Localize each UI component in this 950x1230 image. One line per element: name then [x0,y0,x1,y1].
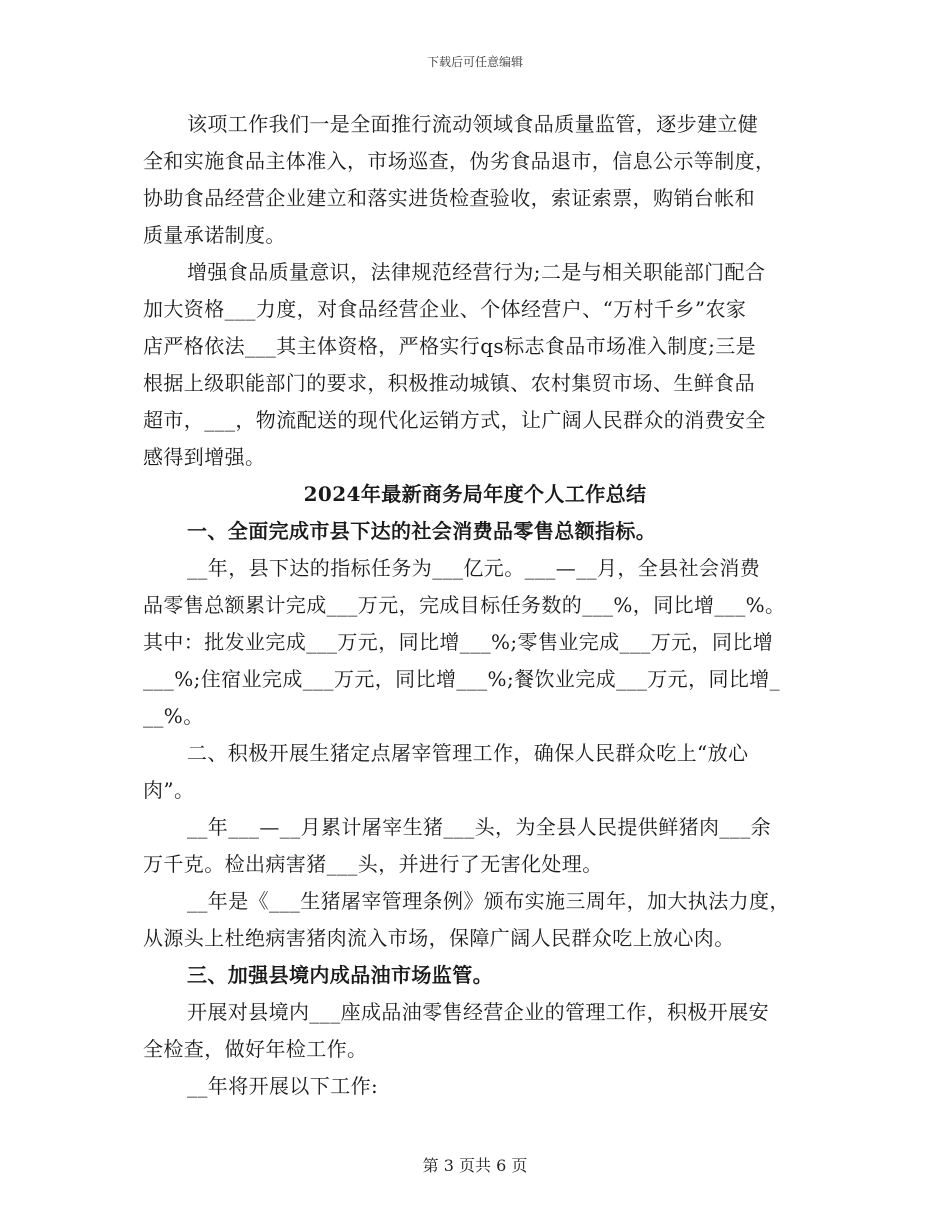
text-line: 感得到增强。 [143,445,266,469]
text-line: 开展对县境内___座成品油零售经营企业的管理工作，积极开展安 [187,1000,769,1024]
text-line: ___%;住宿业完成___万元，同比增___%;餐饮业完成___万元，同比增_ [143,667,781,691]
text-line: 超市，___，物流配送的现代化运销方式，让广阔人民群众的消费安全 [143,408,766,432]
text-line: 品零售总额累计完成___万元，完成目标任务数的___%，同比增___%。 [143,593,786,617]
text-line: 根据上级职能部门的要求，积极推动城镇、农村集贸市场、生鲜食品 [143,371,755,395]
text-line: 从源头上杜绝病害猪肉流入市场，保障广阔人民群众吃上放心肉。 [143,926,735,950]
section-heading: 三、加强县境内成品油市场监管。 [187,963,493,987]
text-line: 肉”。 [143,778,195,802]
document-body [143,106,807,1105]
text-line: 二、积极开展生猪定点屠宰管理工作，确保人民群众吃上“放心 [187,741,749,765]
text-line: 店严格依法___其主体资格，严格实行qs标志食品市场准入制度;三是 [143,334,757,358]
text-line: __年___—__月累计屠宰生猪___头，为全县人民提供鲜猪肉___余 [187,815,771,839]
section-heading: 一、全面完成市县下达的社会消费品零售总额指标。 [187,519,657,543]
text-line: 该项工作我们一是全面推行流动领域食品质量监管，逐步建立健 [187,112,759,136]
text-line: 加大资格___力度，对食品经营企业、个体经营户、“万村千乡”农家 [143,297,747,321]
text-line: 万千克。检出病害猪___头，并进行了无害化处理。 [143,852,603,876]
text-line: 质量承诺制度。 [143,223,286,247]
text-line: __年是《___生猪屠宰管理条例》颁布实施三周年，加大执法力度， [187,889,790,913]
section-title: 2024年最新商务局年度个人工作总结 [303,482,647,506]
text-line: __年将开展以下工作: [187,1074,379,1098]
text-line: __%。 [143,704,204,728]
text-line: __年，县下达的指标任务为___亿元。___—__月，全县社会消费 [187,556,761,580]
text-line: 增强食品质量意识，法律规范经营行为;二是与相关职能部门配合 [187,260,766,284]
page-header: 下载后可任意编辑 [426,55,523,69]
text-line: 全检查，做好年检工作。 [143,1037,368,1061]
page-footer: 第 3 页共 6 页 [422,1156,528,1175]
text-line: 协助食品经营企业建立和落实进货检查验收，索证索票，购销台帐和 [143,186,755,210]
text-line: 其中：批发业完成___万元，同比增___%;零售业完成___万元，同比增 [143,630,774,654]
text-line: 全和实施食品主体准入，市场巡查，伪劣食品退市，信息公示等制度， [143,149,776,173]
